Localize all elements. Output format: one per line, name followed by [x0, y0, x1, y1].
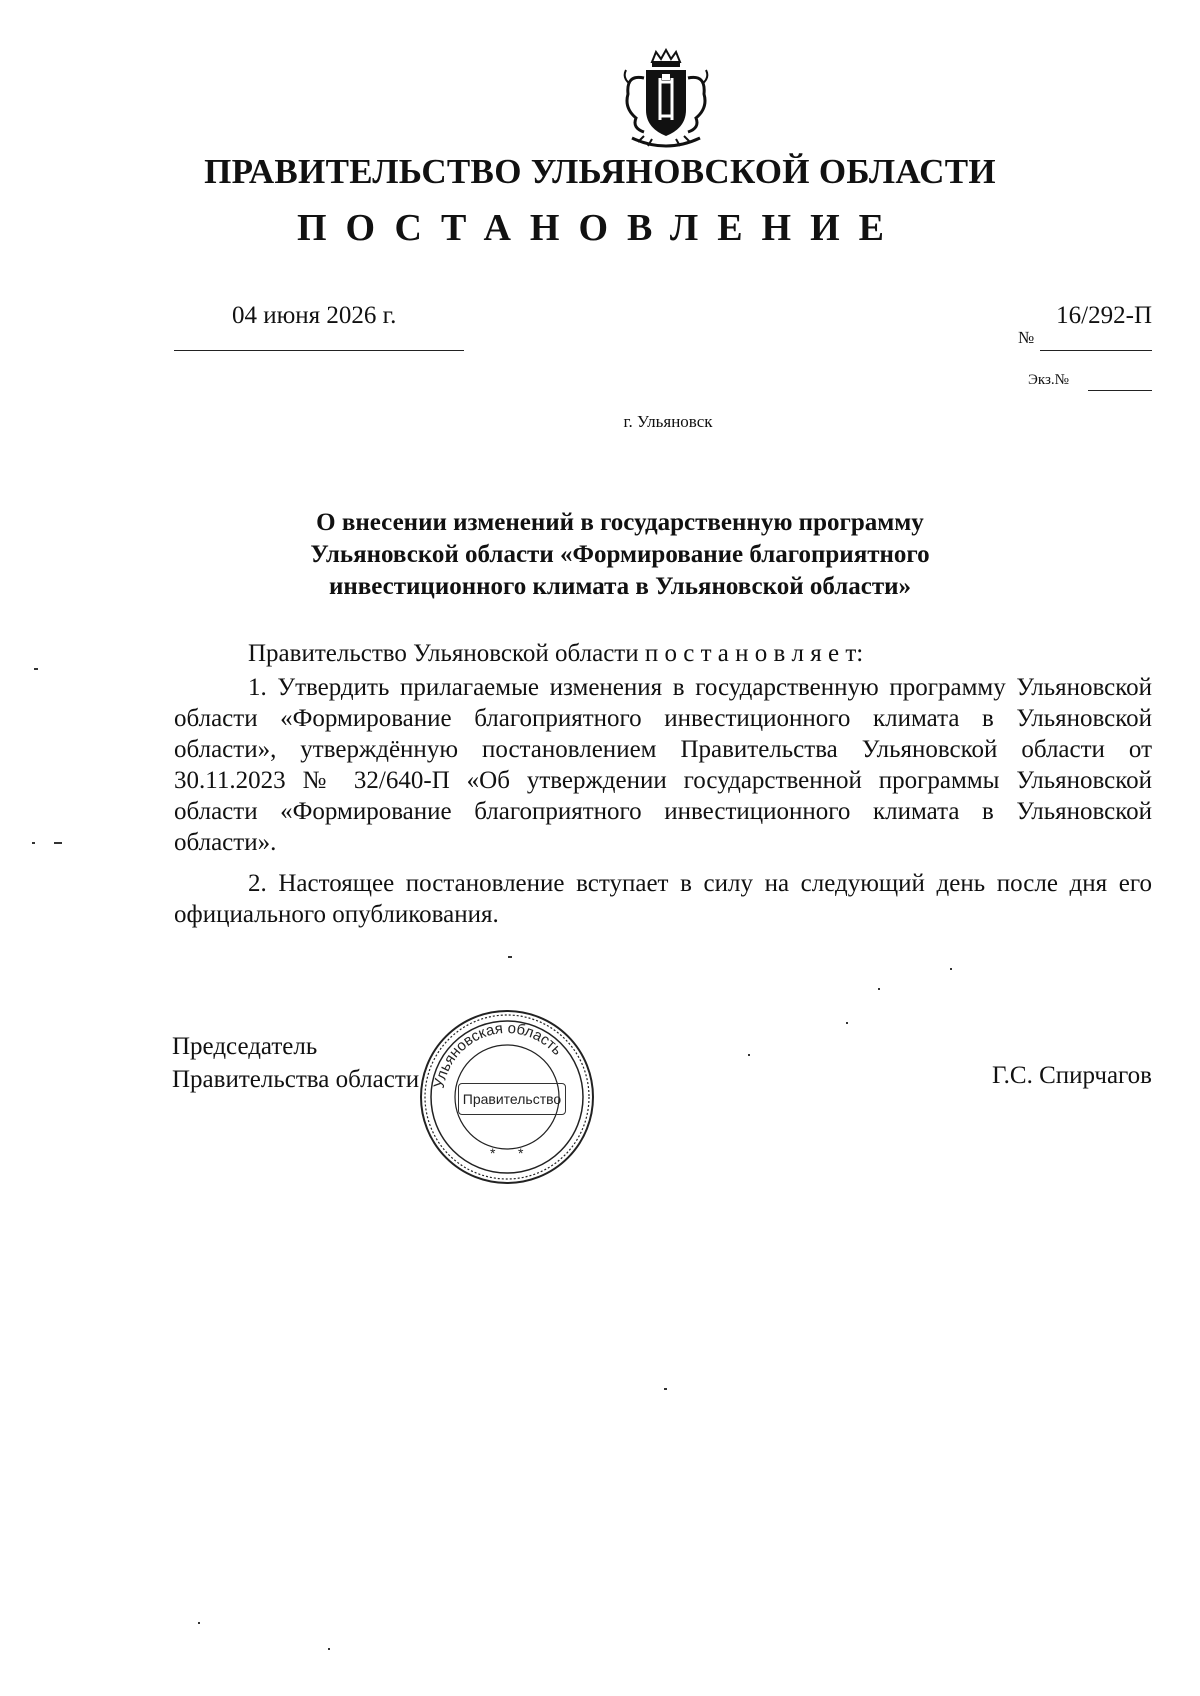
- organization-title: ПРАВИТЕЛЬСТВО УЛЬЯНОВСКОЙ ОБЛАСТИ: [204, 152, 996, 191]
- scan-speck: [54, 842, 62, 844]
- scan-speck: [748, 1054, 750, 1056]
- document-type-title: ПОСТАНОВЛЕНИЕ: [296, 207, 904, 249]
- svg-text:*: *: [490, 1145, 496, 1161]
- date-underline: [174, 350, 464, 351]
- signatory-title-line: Правительства области: [172, 1066, 420, 1093]
- scan-speck: [328, 1648, 330, 1650]
- scan-speck: [508, 956, 512, 958]
- scan-speck: [34, 668, 38, 670]
- document-number: 16/292-П: [1056, 302, 1152, 329]
- number-label: №: [1018, 328, 1035, 347]
- svg-text:*: *: [518, 1145, 524, 1161]
- resolution-lead: Правительство Ульяновской области п о с т а н о в л я е т:: [248, 640, 864, 667]
- subject-line: инвестиционного климата в Ульяновской области»: [328, 573, 912, 600]
- document-subject: [180, 507, 1060, 603]
- scan-speck: [198, 1622, 200, 1624]
- stamp-center-label: Правительство: [458, 1083, 566, 1115]
- scan-speck: [846, 1022, 848, 1024]
- stamp-ring-text: Ульяновская область: [430, 1019, 566, 1090]
- scan-speck: [32, 842, 35, 844]
- signatory-name: Г.С. Спирчагов: [992, 1062, 1152, 1089]
- signatory-title: [172, 1030, 419, 1096]
- subject-line: О внесении изменений в государственную программу: [316, 509, 924, 536]
- subject-line: Ульяновской области «Формирование благоприятного: [310, 541, 930, 568]
- number-underline: [1040, 350, 1152, 351]
- scan-speck: [664, 1388, 667, 1390]
- resolution-item-2: 2. Настоящее постановление вступает в силу на следующий день после дня его официального опубликования.: [174, 870, 1152, 928]
- copy-number-underline: [1088, 390, 1152, 391]
- copy-number-label: Экз.№: [1028, 372, 1069, 388]
- city: г. Ульяновск: [623, 412, 713, 431]
- scan-speck: [950, 968, 952, 970]
- resolution-item-1: 1. Утвердить прилагаемые изменения в государственную программу Ульяновской области «Формирование благоприятного инвестиционного климата в Ульяновской области», утверждённую постановлением Правительства Ульяновской области от 30.11.2023 № 32/640-П «Об утверждении государственной программы Ульяновской области «Формирование благоприятного инвестиционного климата в Ульяновской области».: [174, 674, 1152, 856]
- signatory-title-line: Председатель: [172, 1033, 318, 1060]
- scan-speck: [878, 988, 880, 990]
- ulyanovsk-coat-of-arms-icon: [618, 48, 714, 154]
- document-date: 04 июня 2026 г.: [232, 302, 397, 329]
